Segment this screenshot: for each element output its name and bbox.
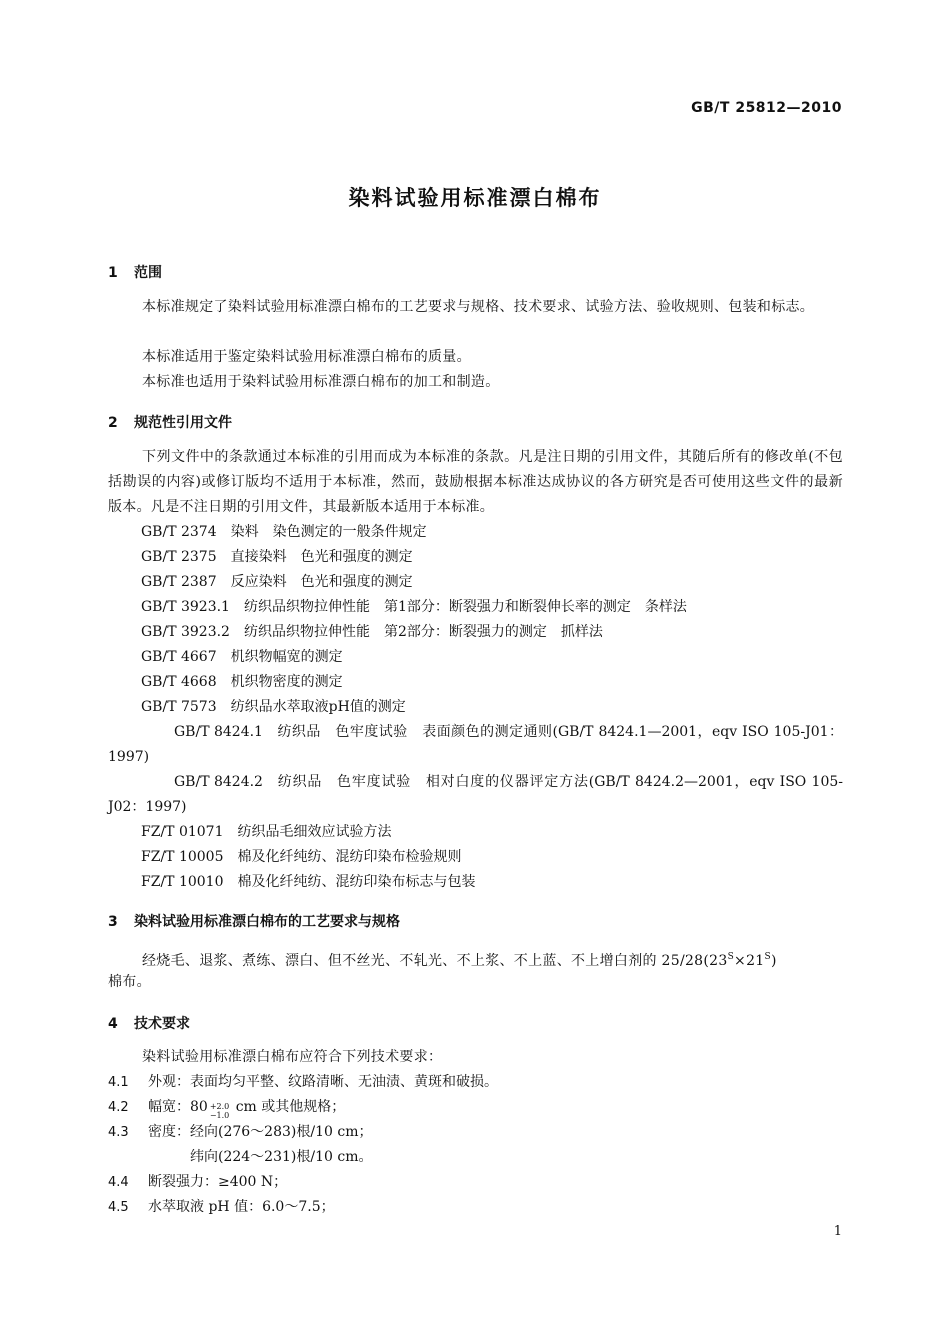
item-text: cm 或其他规格； xyxy=(231,1099,346,1115)
item-text: 水萃取液 pH 值：6.0～7.5； xyxy=(148,1199,335,1215)
ref-title: 直接染料 色光和强度的测定 xyxy=(230,549,413,565)
ref-title: 棉及化纤纯纺、混纺印染布标志与包装 xyxy=(237,874,476,890)
standard-number: GB/T 25812—2010 xyxy=(691,100,842,116)
ref-code: GB/T 2374 xyxy=(141,524,217,540)
section-3-heading xyxy=(108,911,400,931)
requirement-item xyxy=(108,1070,498,1095)
item-number: 4.4 xyxy=(108,1175,129,1190)
reference-item xyxy=(141,820,843,845)
reference-item xyxy=(108,770,843,820)
paragraph: 下列文件中的条款通过本标准的引用而成为本标准的条款。凡是注日期的引用文件，其随后所有的修改单(不包括勘误的内容)或修订版均不适用于本标准，然而，鼓励根据本标准达成协议的各方研究是否可使用这些文件的最新版本。凡是不注日期的引用文件，其最新版本适用于本标准。 xyxy=(108,449,843,515)
ref-code: GB/T 2375 xyxy=(141,549,217,565)
section-2-heading xyxy=(108,412,232,432)
ref-code: FZ/T 10005 xyxy=(141,849,224,865)
requirement-item xyxy=(108,1095,345,1120)
page-number: 1 xyxy=(833,1224,842,1239)
item-number: 4.1 xyxy=(108,1075,129,1090)
section-number: 2 xyxy=(108,415,118,431)
reference-item xyxy=(141,670,843,695)
ref-title: 机织物密度的测定 xyxy=(230,674,343,690)
ref-title: 纺织品水萃取液pH值的测定 xyxy=(230,699,406,715)
ref-title: 纺织品 色牢度试验 表面颜色的测定通则(GB/T 8424.1—2001，eqv ISO 105-J01：1997) xyxy=(108,724,843,765)
ref-title: 纺织品织物拉伸性能 第1部分：断裂强力和断裂伸长率的测定 条样法 xyxy=(243,599,687,615)
ref-code: GB/T 3923.2 xyxy=(141,624,230,640)
section-number: 3 xyxy=(108,914,118,930)
text-run: 经烧毛、退浆、煮练、漂白、但不丝光、不轧光、不上浆、不上蓝、不上增白剂的 25/28(23 xyxy=(142,953,728,969)
ref-title: 纺织品 色牢度试验 相对白度的仪器评定方法(GB/T 8424.2—2001，eqv ISO 105-J02：1997) xyxy=(108,774,843,815)
ref-code: GB/T 4667 xyxy=(141,649,217,665)
superscript: S xyxy=(727,952,735,962)
requirement-item-continued: 纬向(224～231)根/10 cm。 xyxy=(190,1149,373,1165)
reference-item xyxy=(141,545,843,570)
ref-title: 反应染料 色光和强度的测定 xyxy=(230,574,413,590)
ref-title: 棉及化纤纯纺、混纺印染布检验规则 xyxy=(237,849,462,865)
paragraph: 本标准规定了染料试验用标准漂白棉布的工艺要求与规格、技术要求、试验方法、验收规则、包装和标志。 xyxy=(142,299,815,315)
ref-title: 纺织品毛细效应试验方法 xyxy=(237,824,392,840)
tolerance-plus: +2.0 xyxy=(209,1102,230,1111)
section-1-heading xyxy=(108,262,162,282)
text-run: ×21 xyxy=(734,953,765,969)
requirement-item xyxy=(108,1120,372,1145)
section-title: 规范性引用文件 xyxy=(134,415,232,431)
paragraph: 本标准适用于鉴定染料试验用标准漂白棉布的质量。 xyxy=(142,349,471,365)
reference-item xyxy=(141,570,843,595)
ref-code: FZ/T 10010 xyxy=(141,874,224,890)
ref-title: 纺织品织物拉伸性能 第2部分：断裂强力的测定 抓样法 xyxy=(243,624,603,640)
tolerance-minus: −1.0 xyxy=(209,1111,230,1120)
ref-code: GB/T 3923.1 xyxy=(141,599,230,615)
section-title: 技术要求 xyxy=(134,1016,190,1032)
requirement-item xyxy=(108,1170,287,1195)
paragraph: 棉布。 xyxy=(108,974,151,990)
ref-code: GB/T 8424.1 xyxy=(174,724,263,740)
superscript: S xyxy=(764,952,771,962)
ref-code: GB/T 8424.2 xyxy=(174,774,263,790)
item-text: 断裂强力：≥400 N； xyxy=(148,1174,288,1190)
item-number: 4.2 xyxy=(108,1100,129,1115)
reference-item xyxy=(141,870,843,895)
tolerance xyxy=(210,1102,229,1120)
document-title: 染料试验用标准漂白棉布 xyxy=(348,186,602,210)
ref-title: 机织物幅宽的测定 xyxy=(230,649,343,665)
section-number: 1 xyxy=(108,265,118,281)
reference-item xyxy=(141,620,843,645)
ref-code: FZ/T 01071 xyxy=(141,824,224,840)
paragraph: 本标准也适用于染料试验用标准漂白棉布的加工和制造。 xyxy=(142,374,500,390)
ref-title: 染料 染色测定的一般条件规定 xyxy=(230,524,427,540)
section-title: 范围 xyxy=(134,265,162,281)
item-text: 密度：经向(276～283)根/10 cm； xyxy=(148,1124,373,1140)
item-text: 幅宽：80 xyxy=(148,1099,208,1115)
section-4-heading xyxy=(108,1013,190,1033)
text-run: ) xyxy=(770,953,777,969)
item-number: 4.3 xyxy=(108,1125,129,1140)
item-number: 4.5 xyxy=(108,1200,129,1215)
ref-code: GB/T 4668 xyxy=(141,674,217,690)
ref-code: GB/T 2387 xyxy=(141,574,217,590)
requirement-item xyxy=(108,1195,335,1220)
section-number: 4 xyxy=(108,1016,118,1032)
reference-item xyxy=(141,520,843,545)
reference-item xyxy=(108,720,843,770)
reference-item xyxy=(141,595,843,620)
item-text: 外观：表面均匀平整、纹路清晰、无油渍、黄斑和破损。 xyxy=(148,1074,498,1090)
reference-item xyxy=(141,845,843,870)
paragraph: 染料试验用标准漂白棉布应符合下列技术要求： xyxy=(142,1049,443,1065)
section-title: 染料试验用标准漂白棉布的工艺要求与规格 xyxy=(134,914,400,930)
reference-item xyxy=(141,645,843,670)
reference-item xyxy=(141,695,843,720)
ref-code: GB/T 7573 xyxy=(141,699,217,715)
